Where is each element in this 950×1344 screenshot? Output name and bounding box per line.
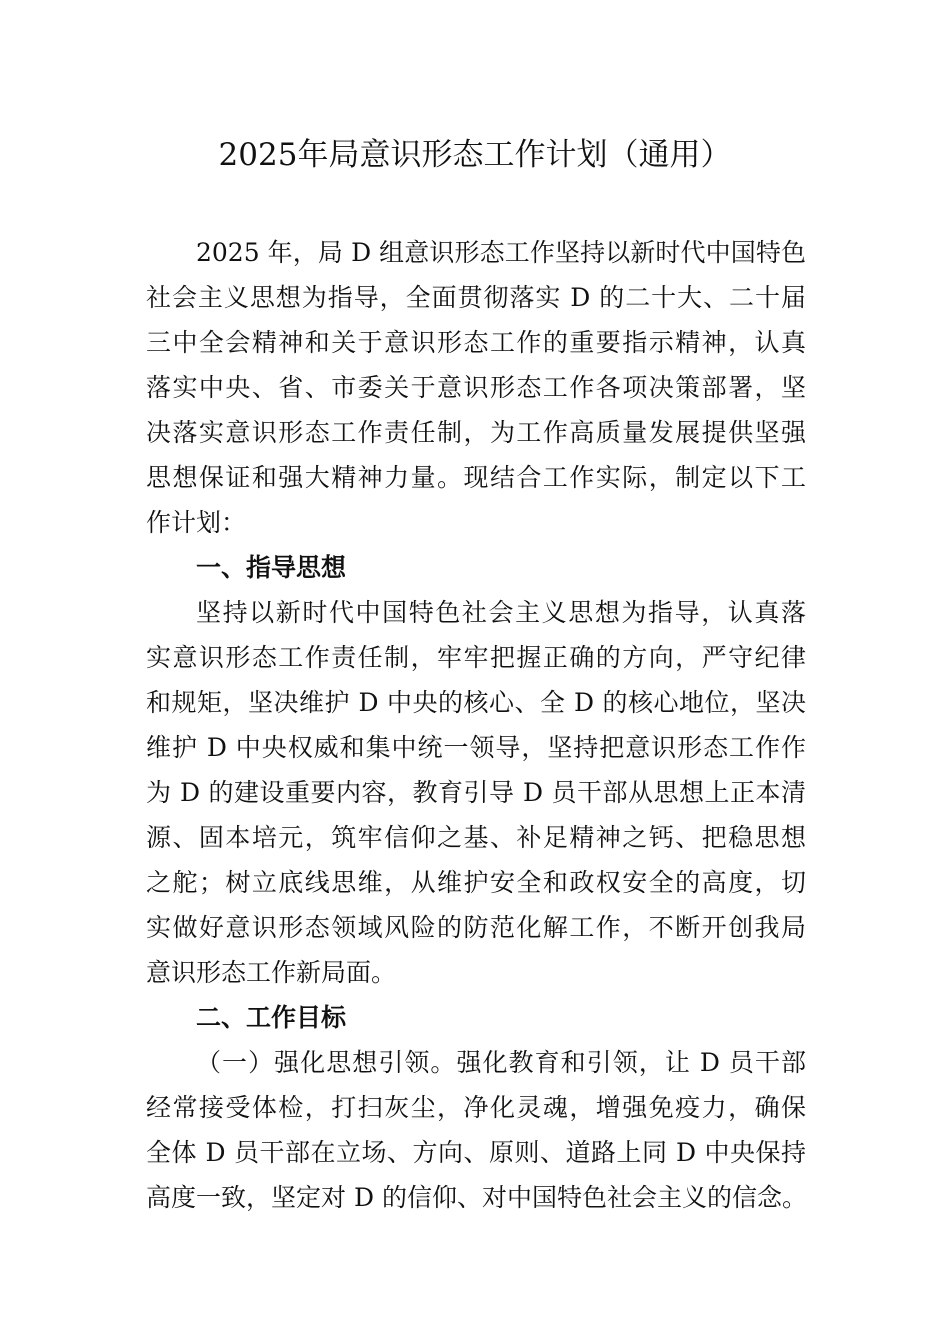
text-line: 三中全会精神和关于意识形态工作的重要指示精神，认真 <box>146 328 806 357</box>
text-line: 源、固本培元，筑牢信仰之基、补足精神之钙、把稳思想 <box>146 823 806 852</box>
section-heading <box>146 995 806 1040</box>
text-line: 实做好意识形态领域风险的防范化解工作，不断开创我局 <box>146 913 806 942</box>
section-heading <box>146 545 806 590</box>
text-line: 落实中央、省、市委关于意识形态工作各项决策部署，坚 <box>146 373 806 402</box>
text-line: 决落实意识形态工作责任制，为工作高质量发展提供坚强 <box>146 418 806 447</box>
text-line: 维护 D 中央权威和集中统一领导，坚持把意识形态工作作 <box>146 733 806 762</box>
text-line: 思想保证和强大精神力量。现结合工作实际，制定以下工 <box>146 463 806 492</box>
text-line: 2025 年，局 D 组意识形态工作坚持以新时代中国特色 <box>196 238 806 267</box>
document-title: 2025年局意识形态工作计划（通用） <box>218 137 732 173</box>
text-line: 作计划： <box>146 508 247 537</box>
text-line: （一）强化思想引领。强化教育和引领，让 D 员干部 <box>196 1048 806 1077</box>
text-line: 为 D 的建设重要内容，教育引导 D 员干部从思想上正本清 <box>146 778 806 807</box>
document-body <box>146 230 806 1220</box>
text-line: 二、工作目标 <box>196 1003 347 1032</box>
paragraph <box>146 230 806 545</box>
text-line: 一、指导思想 <box>196 553 347 582</box>
text-line: 全体 D 员干部在立场、方向、原则、道路上同 D 中央保持 <box>146 1138 806 1167</box>
text-line: 之舵；树立底线思维，从维护安全和政权安全的高度，切 <box>146 868 806 897</box>
paragraph <box>146 1040 806 1220</box>
text-line: 高度一致，坚定对 D 的信仰、对中国特色社会主义的信念。 <box>146 1183 807 1212</box>
text-line: 意识形态工作新局面。 <box>146 958 397 987</box>
text-line: 和规矩，坚决维护 D 中央的核心、全 D 的核心地位，坚决 <box>146 688 806 717</box>
paragraph <box>146 590 806 995</box>
text-line: 经常接受体检，打扫灰尘，净化灵魂，增强免疫力，确保 <box>146 1093 806 1122</box>
text-line: 实意识形态工作责任制，牢牢把握正确的方向，严守纪律 <box>146 643 806 672</box>
text-line: 社会主义思想为指导，全面贯彻落实 D 的二十大、二十届 <box>146 283 806 312</box>
text-line: 坚持以新时代中国特色社会主义思想为指导，认真落 <box>196 598 806 627</box>
